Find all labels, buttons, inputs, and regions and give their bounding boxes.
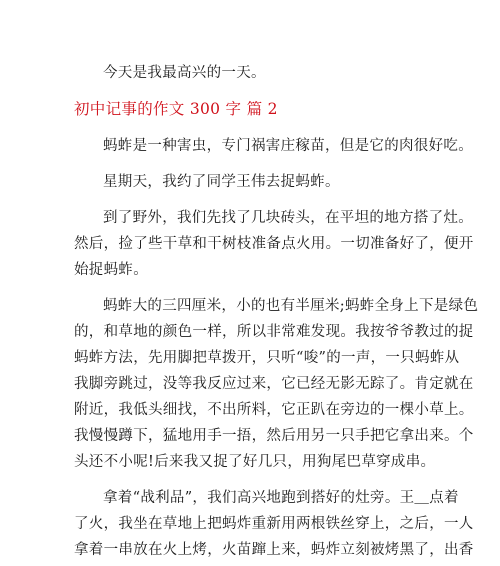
paragraph-line: 拿着一串放在火上烤，火苗蹿上来，蚂炸立刻被烤黑了，出香 bbox=[74, 542, 474, 558]
paragraph-line: 蚂蚱是一种害虫，专门祸害庄稼苗，但是它的肉很好吃。 bbox=[103, 138, 473, 154]
paragraph-line: 头还不小呢!后来我又捉了好几只，用狗尾巴草穿成串。 bbox=[74, 454, 436, 470]
paragraph-line: 蚂蚱大的三四厘米，小的也有半厘米;蚂蚱全身上下是绿色 bbox=[103, 298, 479, 314]
paragraph-line: 的，和草地的颜色一样，所以非常难发现。我按爷爷教过的捉 bbox=[74, 324, 474, 340]
paragraph-line: 到了野外，我们先找了几块砖头，在平坦的地方搭了灶。 bbox=[103, 210, 473, 226]
paragraph-line: 了火，我坐在草地上把蚂炸重新用两根铁丝穿上，之后，一人 bbox=[74, 516, 474, 532]
paragraph-line: 然后，捡了些干草和干树枝准备点火用。一切准备好了，便开 bbox=[74, 236, 474, 252]
essay-heading: 初中记事的作文 300 字 篇 2 bbox=[74, 100, 278, 118]
intro-line: 今天是我最高兴的一天。 bbox=[103, 65, 266, 81]
paragraph-line: 我脚旁跳过，没等我反应过来，它已经无影无踪了。肯定就在 bbox=[74, 376, 474, 392]
paragraph-line: 我慢慢蹲下，猛地用手一捂，然后用另一只手把它拿出来。个 bbox=[74, 428, 474, 444]
paragraph-line: 附近，我低头细找，不出所料，它正趴在旁边的一棵小草上。 bbox=[74, 402, 474, 418]
paragraph-line: 蚂蚱方法，先用脚把草拨开，只听“唆”的一声，一只蚂蚱从 bbox=[74, 350, 460, 366]
paragraph-line: 拿着“战利品”，我们高兴地跑到搭好的灶旁。王＿点着 bbox=[103, 490, 459, 506]
paragraph-line: 星期天，我约了同学王伟去捉蚂蚱。 bbox=[103, 174, 340, 190]
paragraph-line: 始捉蚂蚱。 bbox=[74, 262, 148, 278]
